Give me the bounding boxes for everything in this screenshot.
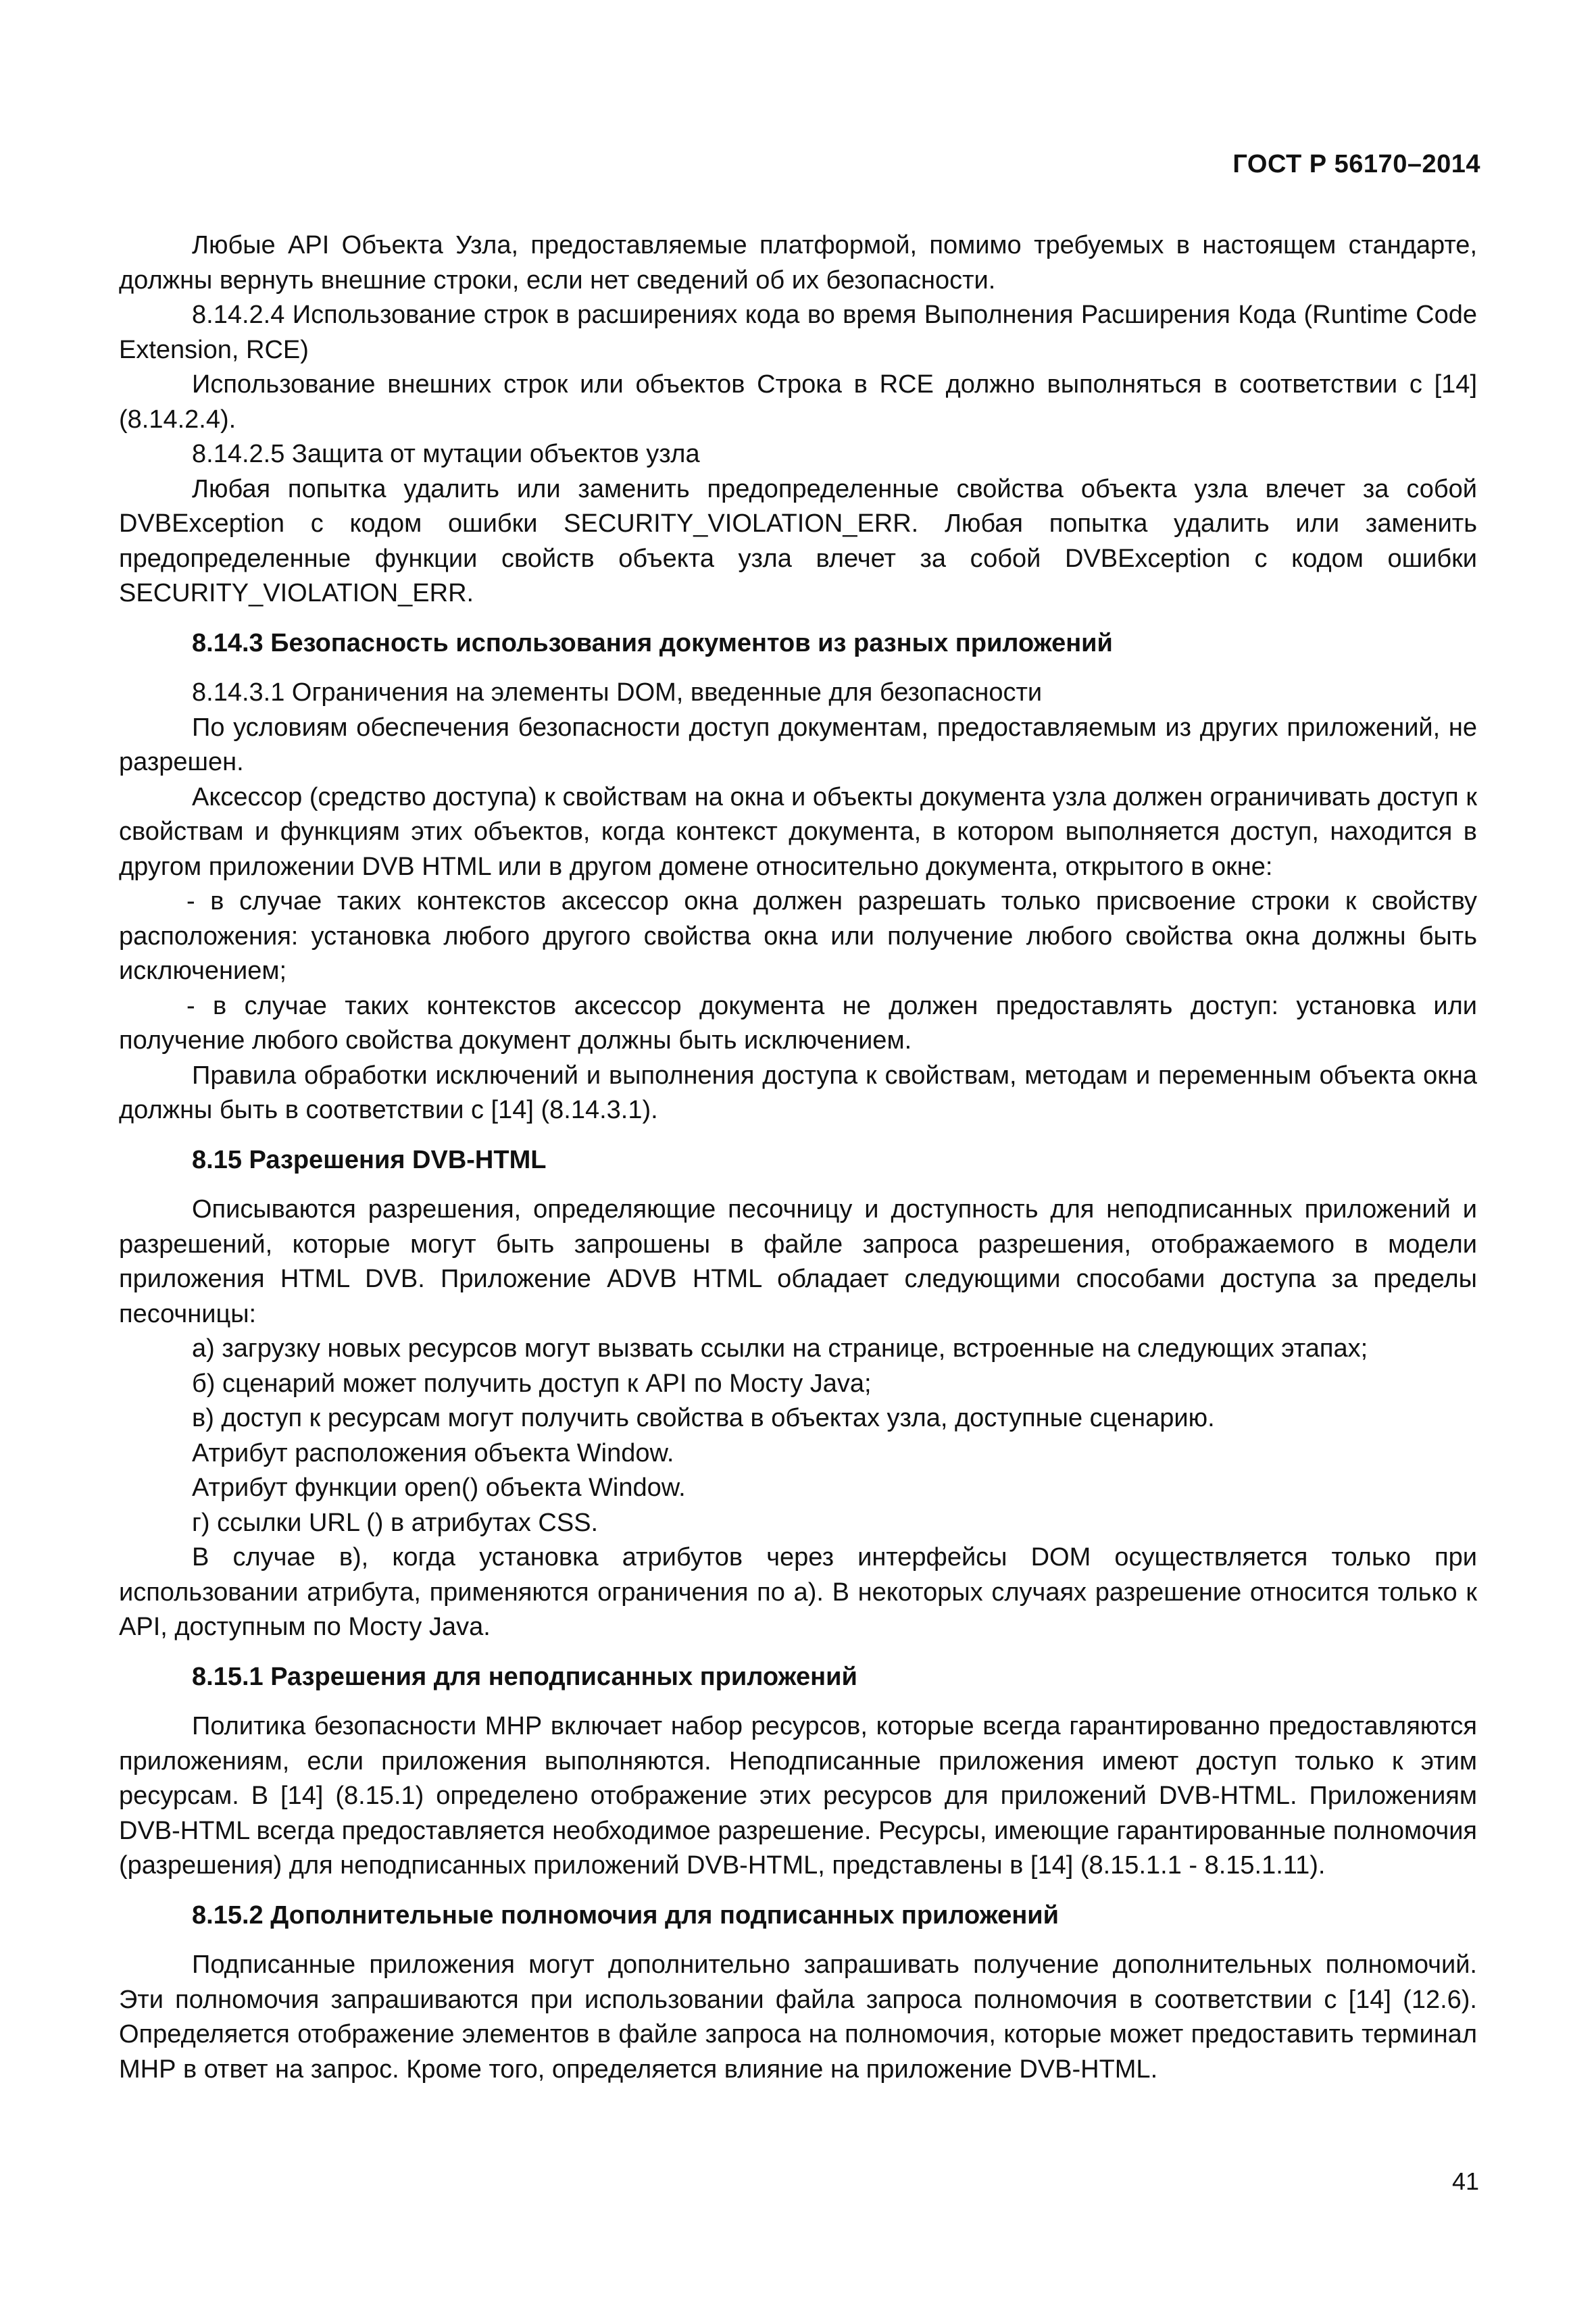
paragraph: Аксессор (средство доступа) к свойствам на окна и объекты документа узла должен ограничивать доступ к свойствам и функциям этих объектов, когда контекст документа, в котором выполняется доступ, находится в другом приложении DVB HTML или в другом домене относительно документа, открытого в окне: — [119, 782, 1477, 881]
paragraph: Атрибут расположения объекта Window. — [192, 1438, 674, 1467]
subsection-title: 8.14.3.1 Ограничения на элементы DOM, введенные для безопасности — [192, 678, 1043, 707]
page-number: 41 — [1451, 2167, 1479, 2195]
paragraph: В случае в), когда установка атрибутов через интерфейсы DOM осуществляется только при использовании атрибута, применяются ограничения по а). В некоторых случаях разрешение относится только к API, доступным по Мосту Java. — [119, 1543, 1477, 1641]
list-item: - в случае таких контекстов аксессор окна должен разрешать только присвоение строки к свойству расположения: установка любого другого свойства окна или получение любого свойства окна должны быть исключением; — [119, 887, 1477, 985]
section-heading: 8.15 Разрешения DVB-HTML — [192, 1145, 547, 1174]
page-body — [119, 228, 1477, 2087]
paragraph: Любые API Объекта Узла, предоставляемые платформой, помимо требуемых в настоящем стандарте, должны вернуть внешние строки, если нет сведений об их безопасности. — [119, 231, 1477, 295]
paragraph: По условиям обеспечения безопасности доступ документам, предоставляемым из других приложений, не разрешен. — [119, 713, 1477, 776]
paragraph: Атрибут функции open() объекта Window. — [192, 1474, 686, 1502]
list-item: в) доступ к ресурсам могут получить свойства в объектах узла, доступные сценарию. — [192, 1404, 1215, 1432]
list-item: а) загрузку новых ресурсов могут вызвать ссылки на странице, встроенные на следующих этапах; — [192, 1334, 1368, 1363]
section-heading: 8.15.1 Разрешения для неподписанных приложений — [192, 1662, 857, 1691]
paragraph: Описываются разрешения, определяющие песочницу и доступность для неподписанных приложений и разрешений, которые могут быть запрошены в файле запроса разрешения, отображаемого в модели приложения HTML DVB. Приложение ADVB HTML обладает следующими способами доступа за пределы песочницы: — [119, 1195, 1477, 1328]
section-heading: 8.15.2 Дополнительные полномочия для подписанных приложений — [192, 1901, 1059, 1930]
paragraph: Правила обработки исключений и выполнения доступа к свойствам, методам и переменным объекта окна должны быть в соответствии с [14] (8.14.3.1). — [119, 1061, 1477, 1124]
paragraph: Политика безопасности МНР включает набор ресурсов, которые всегда гарантированно предоставляются приложениям, если приложения выполняются. Неподписанные приложения имеют доступ только к этим ресурсам. В [14] (8.15.1) определено отображение этих ресурсов для приложений DVB-HTML. Приложениям DVB-HTML всегда предоставляется необходимое разрешение. Ресурсы, имеющие гарантированные полномочия (разрешения) для неподписанных приложений DVB-HTML, представлены в [14] (8.15.1.1 - 8.15.1.11). — [119, 1712, 1477, 1880]
list-item: г) ссылки URL () в атрибутах CSS. — [192, 1508, 599, 1537]
paragraph: Использование внешних строк или объектов Строка в RCE должно выполняться в соответствии с [14] (8.14.2.4). — [119, 370, 1477, 434]
paragraph: Подписанные приложения могут дополнительно запрашивать получение дополнительных полномочий. Эти полномочия запрашиваются при использовании файла запроса полномочия в соответствии с [14] (12.6). Определяется отображение элементов в файле запроса на полномочия, которые может предоставить терминал МНР в ответ на запрос. Кроме того, определяется влияние на приложение DVB-HTML. — [119, 1951, 1477, 2084]
document-code: ГОСТ Р 56170–2014 — [1232, 150, 1480, 178]
section-heading: 8.14.3 Безопасность использования документов из разных приложений — [192, 628, 1113, 657]
subsection-title: 8.14.2.5 Защита от мутации объектов узла — [192, 440, 700, 468]
subsection-title: 8.14.2.4 Использование строк в расширениях кода во время Выполнения Расширения Кода (Runtime Code Extension, RCE) — [119, 301, 1477, 364]
list-item: - в случае таких контекстов аксессор документа не должен предоставлять доступ: установка или получение любого свойства документ должны быть исключением. — [119, 991, 1477, 1055]
paragraph: Любая попытка удалить или заменить предопределенные свойства объекта узла влечет за собой DVBException с кодом ошибки SECURITY_VIOLATION_ERR. Любая попытка удалить или заменить предопределенные функции свойств объекта узла влечет за собой DVBException с кодом ошибки SECURITY_VIOLATION_ERR. — [119, 474, 1477, 607]
list-item: б) сценарий может получить доступ к API по Мосту Java; — [192, 1369, 872, 1398]
